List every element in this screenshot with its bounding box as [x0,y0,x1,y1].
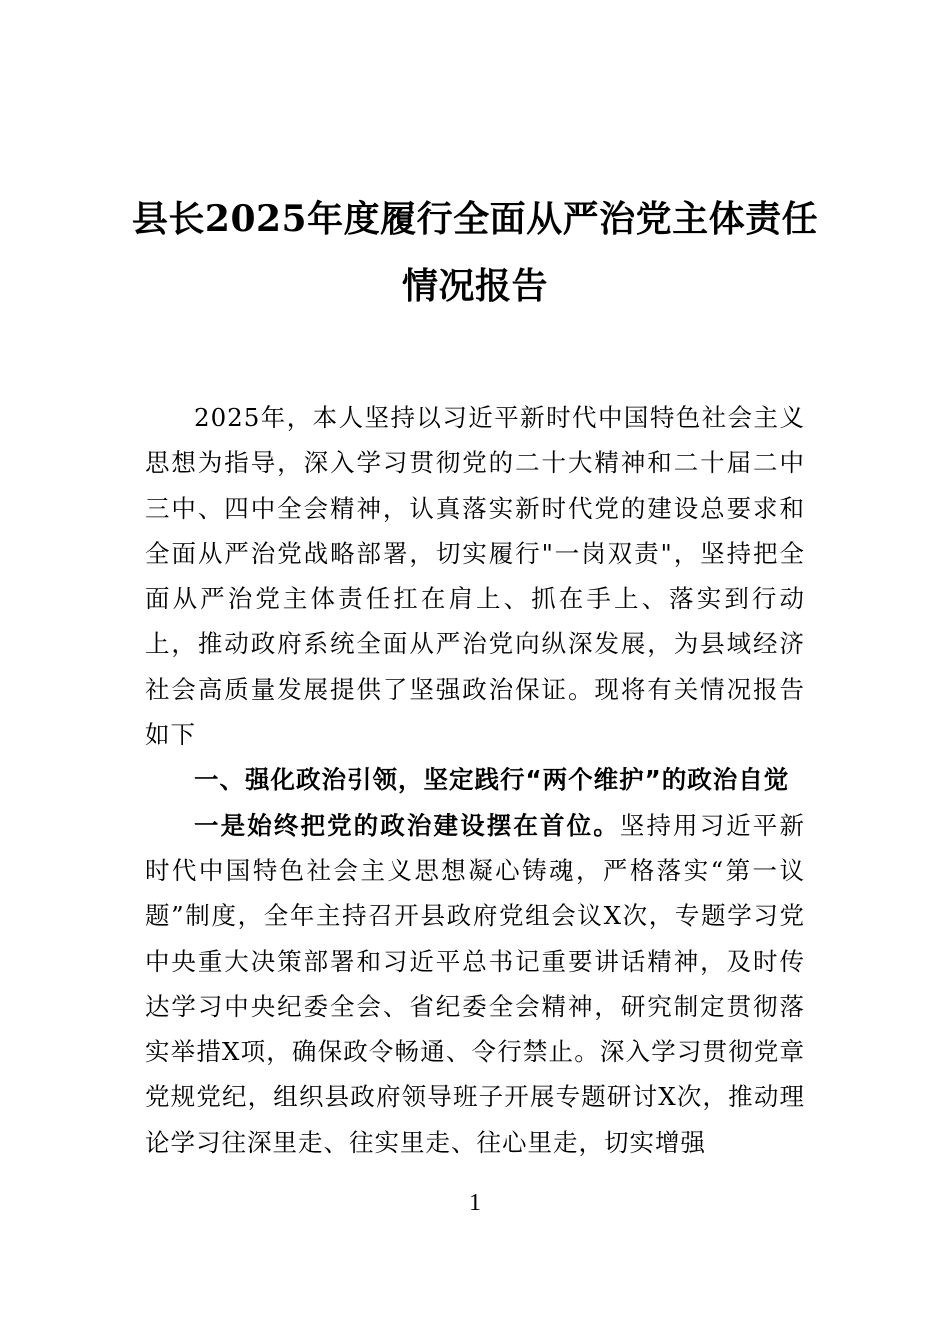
point-lead-text: 一是始终把党的政治建设摆在首位。 [194,810,620,840]
intro-paragraph: 2025年，本人坚持以习近平新时代中国特色社会主义思想为指导，深入学习贯彻党的二十大精神和二十届二中三中、四中全会精神，认真落实新时代党的建设总要求和全面从严治党战略部署，切实履行"一岗双责"，坚持把全面从严治党主体责任扛在肩上、抓在手上、落实到行动上，推动政府系统全面从严治党向纵深发展，为县域经济社会高质量发展提供了坚强政治保证。现将有关情况报告如下 [145,403,805,750]
document-body [145,395,805,1165]
page-number: 1 [469,1190,481,1216]
point-body-text: 坚持用习近平新时代中国特色社会主义思想凝心铸魂，严格落实“第一议题”制度，全年主持召开县政府党组会议X次，专题学习党中央重大决策部署和习近平总书记重要讲话精神，及时传达学习中央纪委全会、省纪委全会精神，研究制定贯彻落实举措X项，确保政令畅通、令行禁止。深入学习贯彻党章党规党纪，组织县政府领导班子开展专题研讨X次，推动理论学习往深里走、往实里走、往心里走，切实增强 [145,810,806,1157]
section-1-point-1 [145,803,805,1165]
section-heading-1: 一、强化政治引领，坚定践行“两个维护”的政治自觉 [194,765,790,795]
document-title-line-2: 情况报告 [401,265,548,307]
document-title-line-1: 县长2025年度履行全面从严治党主体责任 [131,198,819,240]
